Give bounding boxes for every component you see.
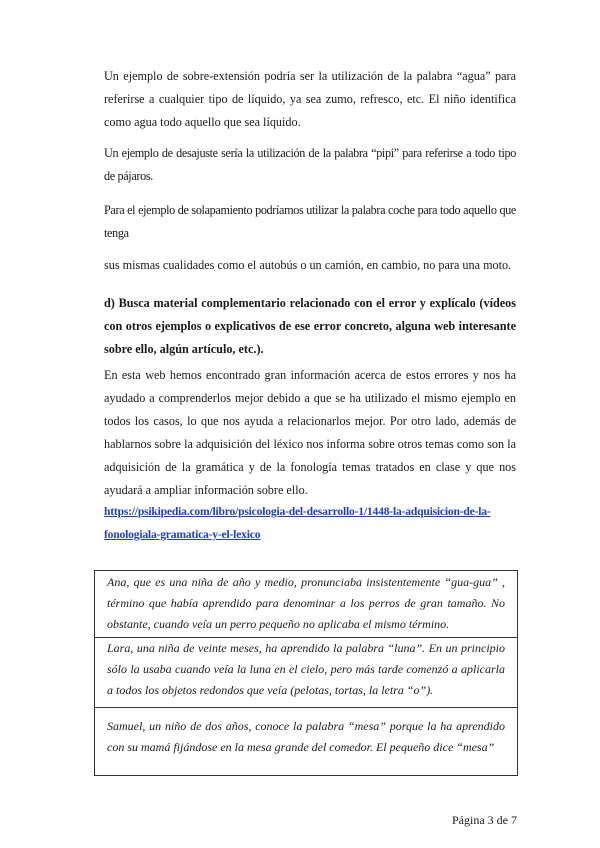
example-samuel: Samuel, un niño de dos años, conoce la palabra “mesa” porque la ha aprendido con su mamá fijándose en la mesa grande del comedor. El pequeño dice “mesa” [95, 707, 517, 775]
example-lara: Lara, una niña de veinte meses, ha aprendido la palabra “luna”. En un principio sólo la usaba cuando veía la luna en el cielo, pero más tarde comenzó a aplicarla a todos los objetos redondos que veía (pelotas, tortas, la letra “o”). [95, 637, 517, 705]
reference-link-block [104, 500, 516, 546]
example-ana: Ana, que es una niña de año y medio, pronunciaba insistentemente “gua-gua” , término que había aprendido para denominar a los perros de gran tamaño. No obstante, cuando veía un perro pequeño no aplicaba el mismo término. [107, 575, 505, 631]
psikipedia-link[interactable]: https://psikipedia.com/libro/psicologia-del-desarrollo-1/1448-la-adquisicion-de-la-fonologiala-gramatica-y-el-lexico [104, 505, 491, 541]
paragraph-web-description: En esta web hemos encontrado gran información acerca de estos errores y nos ha ayudado a comprenderlos mejor debido a que se ha utilizado el mismo ejemplo en todos los casos, lo que nos ayuda a relacionarlos mejor. Por otro lado, además de hablarnos sobre la adquisición del léxico nos informa sobre otros temas como son la adquisición de la gramática y de la fonología temas tratados en clase y que nos ayudará a ampliar información sobre ello. [104, 368, 516, 497]
paragraph-desajuste: Un ejemplo de desajuste sería la utilización de la palabra “pipi” para referirse a todo tipo de pájaros. [104, 146, 516, 183]
section-heading-d: d) Busca material complementario relacionado con el error y explícalo (vídeos con otros ejemplos o explicativos de ese error concreto, alguna web interesante sobre ello, algún artículo, etc.). [104, 296, 516, 356]
page-number: Página 3 de 7 [452, 813, 517, 827]
paragraph-solapamiento-cont: sus mismas cualidades como el autobús o un camión, en cambio, no para una moto. [104, 258, 512, 272]
paragraph-solapamiento: Para el ejemplo de solapamiento podríamos utilizar la palabra coche para todo aquello que tenga [104, 203, 516, 240]
examples-table [94, 570, 518, 776]
paragraph-sobre-extension: Un ejemplo de sobre-extensión podría ser la utilización de la palabra “agua” para referirse a cualquier tipo de líquido, ya sea zumo, refresco, etc. El niño identifica como agua todo aquello que sea líquido. [104, 69, 516, 129]
